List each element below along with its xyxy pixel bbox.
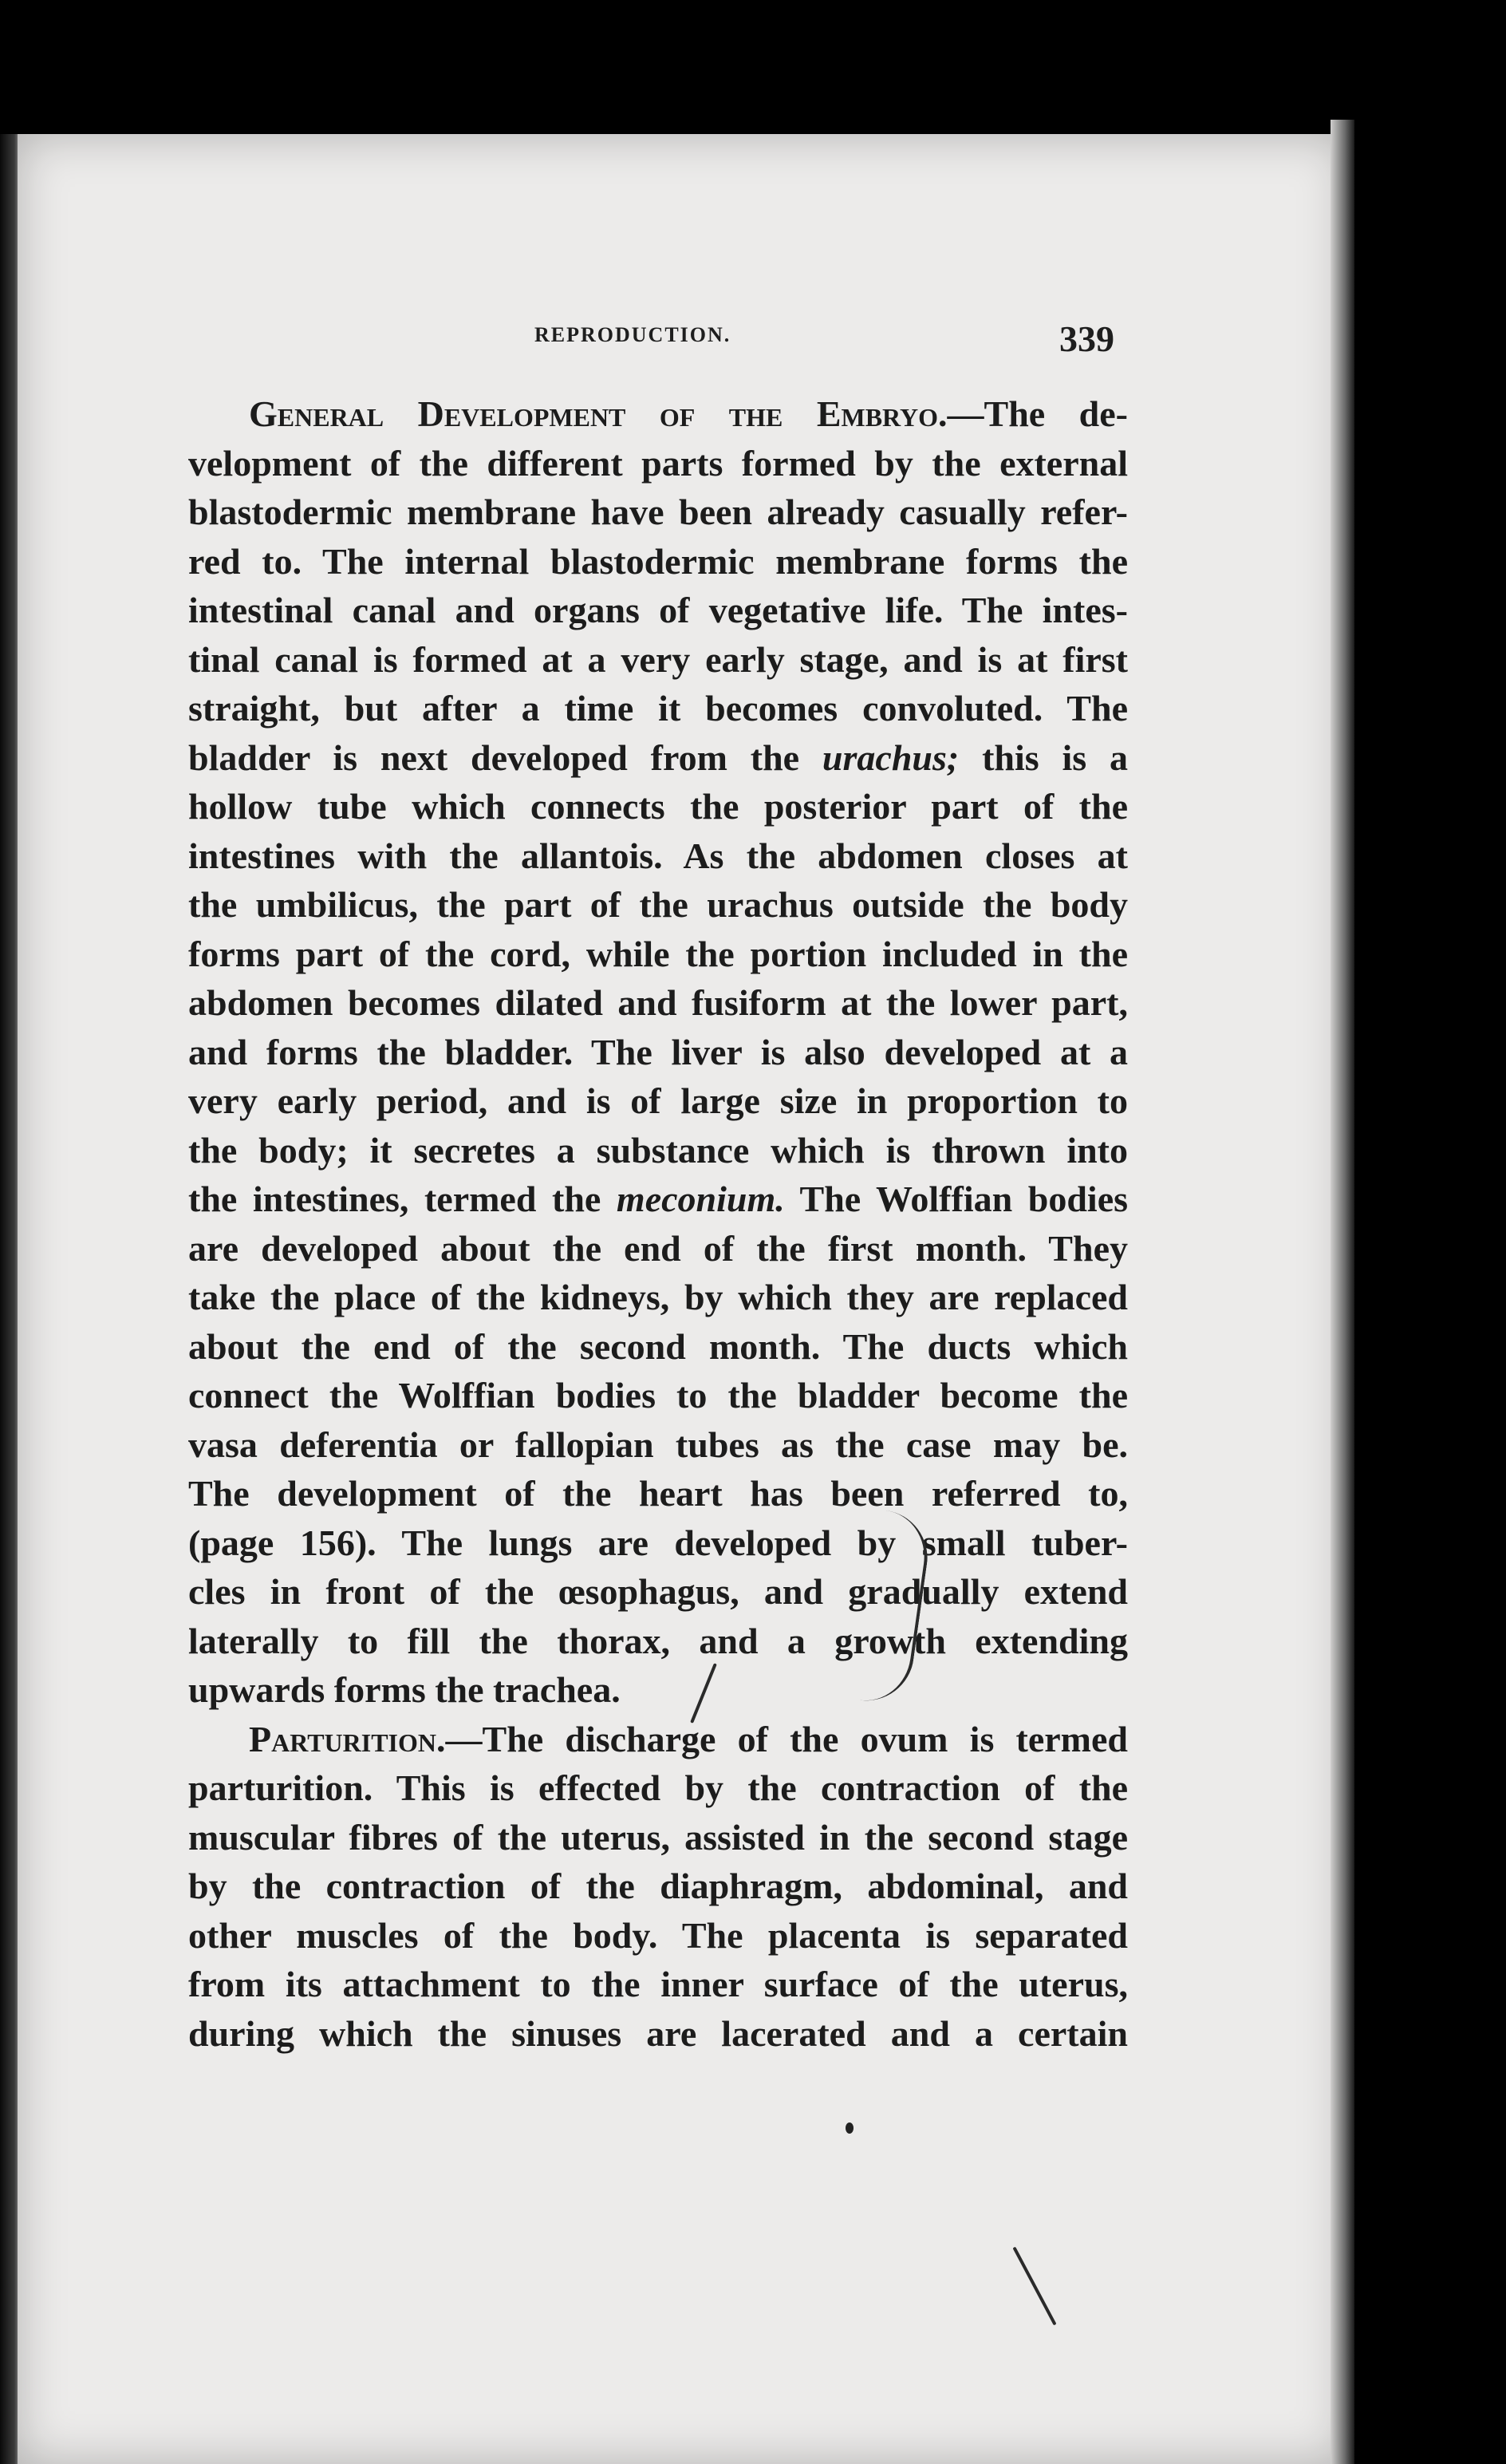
text-line: from its attachment to the inner surface of the uterus, xyxy=(188,1964,1128,2004)
text-line: abdomen becomes dilated and fusiform at the lower part, xyxy=(188,982,1128,1023)
text-line: bladder is next developed from the urachus; this is a xyxy=(188,736,1129,778)
text-line: velopment of the different parts formed by the external xyxy=(188,442,1128,484)
text-line: intestinal canal and organs of vegetative life. The intes- xyxy=(188,590,1128,630)
text-line: upwards forms the trachea. xyxy=(188,1669,621,1710)
section-heading-embryo: General Development of the Embryo. xyxy=(249,393,948,434)
term-meconium: meconium. xyxy=(616,1179,785,1219)
text-line: the umbilicus, the part of the urachus outside the body xyxy=(188,884,1128,925)
text-line: vasa deferentia or fallopian tubes as the case may be. xyxy=(188,1424,1128,1465)
text-line: connect the Wolffian bodies to the bladder become the xyxy=(188,1375,1128,1416)
text-line: very early period, and is of large size in proportion to xyxy=(188,1080,1128,1121)
text-line: straight, but after a time it becomes convoluted. The xyxy=(188,688,1128,729)
text-line: about the end of the second month. The ducts which xyxy=(188,1325,1128,1367)
text-line: hollow tube which connects the posterior part of the xyxy=(188,786,1128,827)
text-line: intestines with the allantois. As the abdomen closes at xyxy=(188,835,1128,876)
text-line: other muscles of the body. The placenta is separated xyxy=(188,1914,1128,1956)
text-line: are developed about the end of the first month. They xyxy=(188,1227,1128,1269)
text-line: cles in front of the œsophagus, and gradually extend xyxy=(188,1571,1128,1612)
text-line: (page 156). The lungs are developed by small tuber- xyxy=(188,1522,1128,1563)
text-line: by the contraction of the diaphragm, abdominal, and xyxy=(188,1866,1128,1906)
text-line: take the place of the kidneys, by which they are replaced xyxy=(188,1277,1128,1317)
text-line: General Development of the Embryo.—The de- xyxy=(249,393,1128,434)
section-heading-parturition: Parturition. xyxy=(249,1718,446,1759)
text-line: laterally to fill the thorax, and a growth extending xyxy=(188,1620,1128,1661)
text-line: the body; it secretes a substance which is thrown into xyxy=(188,1129,1128,1171)
running-head: REPRODUCTION. xyxy=(534,323,731,346)
text-line: muscular fibres of the uterus, assisted in the second stage xyxy=(188,1816,1128,1858)
page-edge-shadow xyxy=(1331,120,1354,2464)
text-line: forms part of the cord, while the portion included in the xyxy=(188,933,1128,974)
text-line: tinal canal is formed at a very early stage, and is at first xyxy=(188,638,1128,680)
text-line: The development of the heart has been referred to, xyxy=(188,1473,1128,1514)
text-line: during which the sinuses are lacerated and a certain xyxy=(188,2012,1128,2054)
page-number: 339 xyxy=(1059,318,1114,359)
text-line: blastodermic membrane have been already casually refer- xyxy=(188,492,1128,532)
text-line: Parturition.—The discharge of the ovum is termed xyxy=(249,1718,1128,1759)
term-urachus: urachus; xyxy=(822,736,960,778)
ink-spot xyxy=(846,2122,854,2134)
text-line: parturition. This is effected by the contraction of the xyxy=(188,1767,1128,1808)
text-line: red to. The internal blastodermic membrane forms the xyxy=(188,540,1128,582)
text-line: the intestines, termed the meconium. The Wolffian bodies xyxy=(188,1179,1129,1219)
body-text xyxy=(188,389,1128,2058)
text-line: and forms the bladder. The liver is also developed at a xyxy=(188,1031,1128,1072)
